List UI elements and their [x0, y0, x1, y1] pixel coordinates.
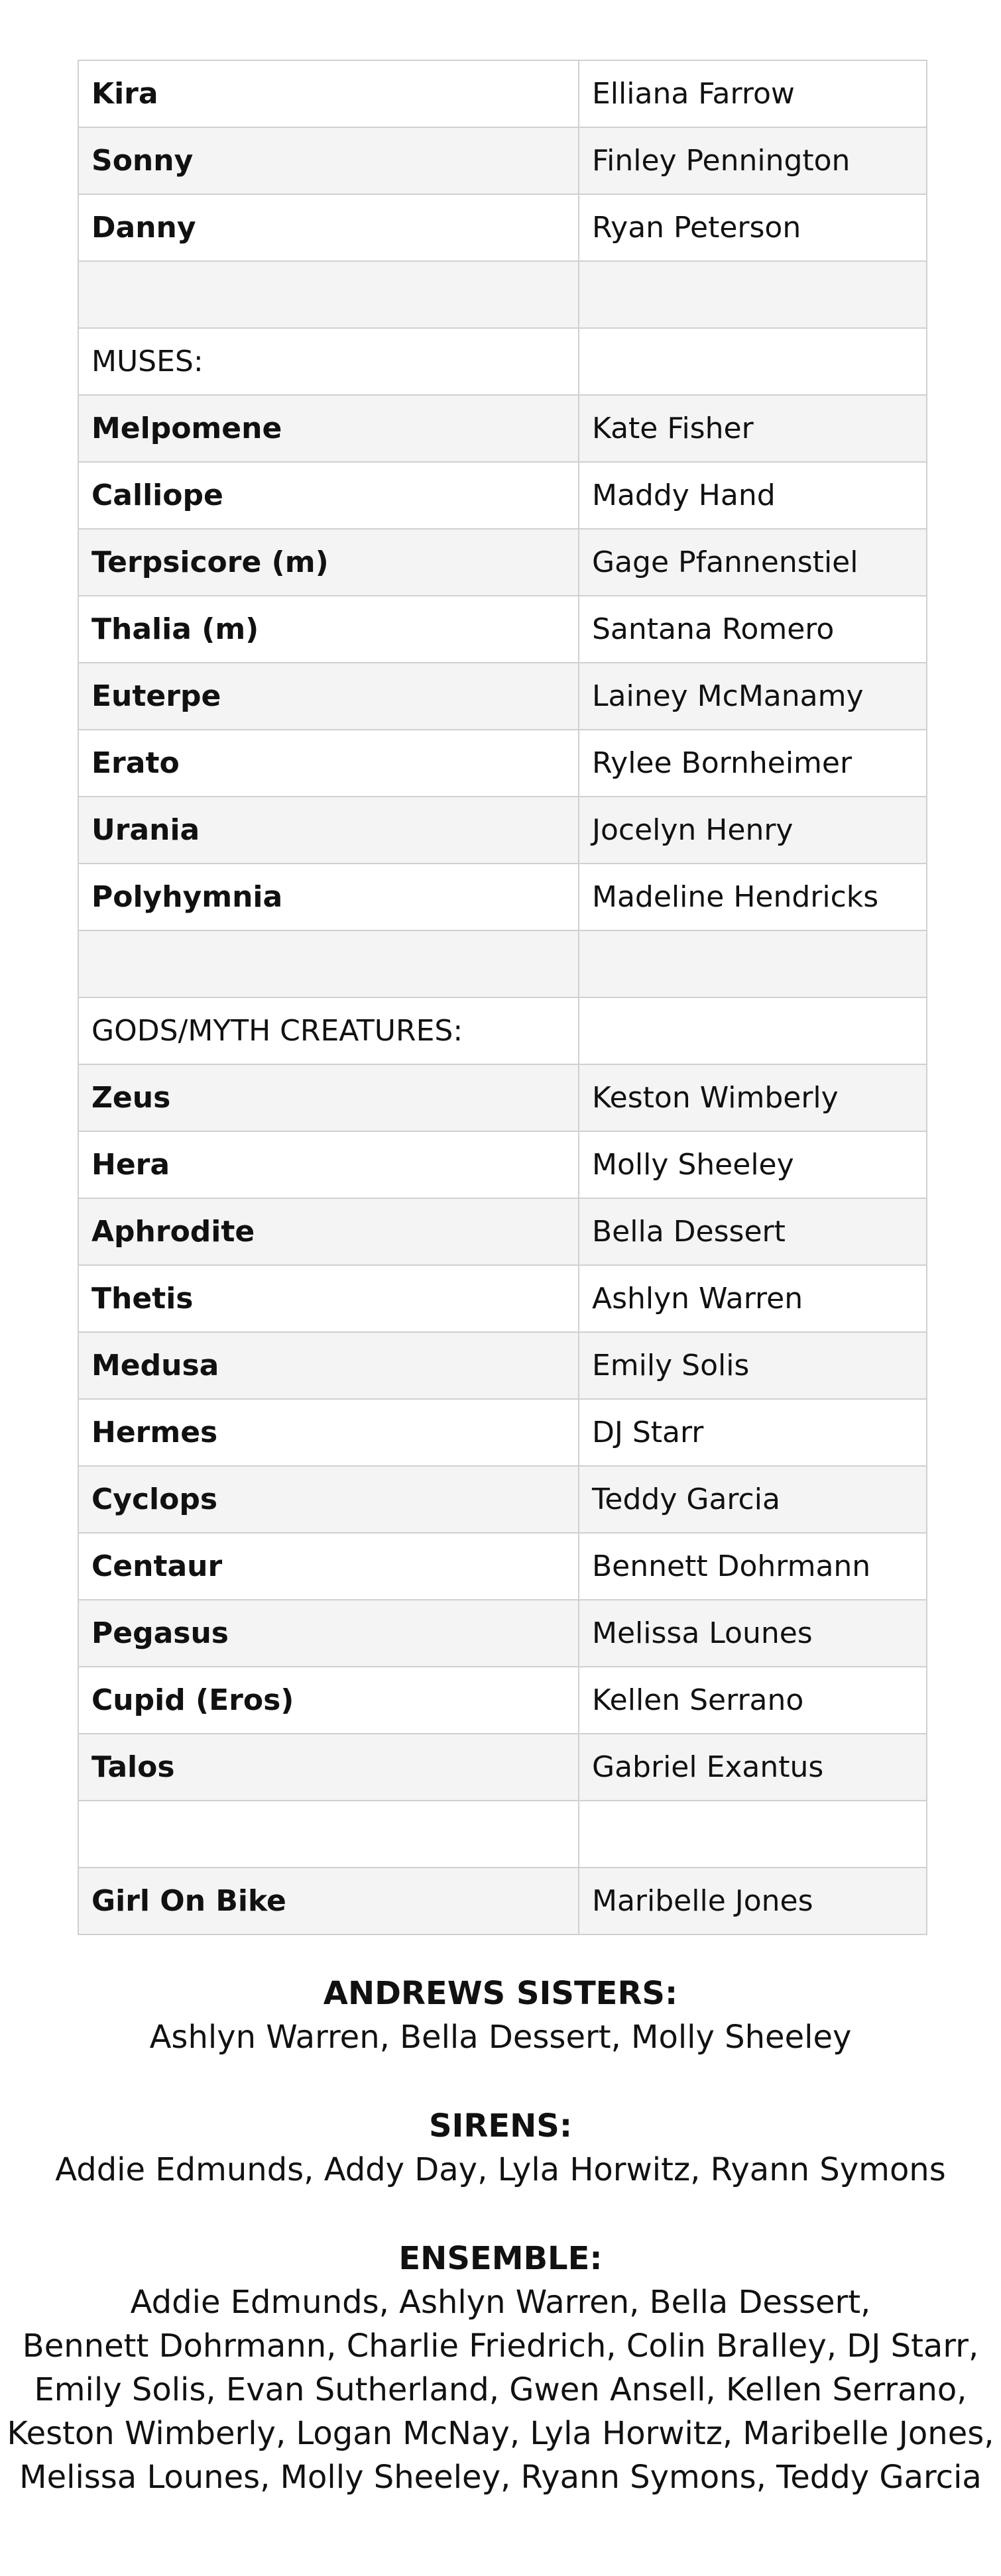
sirens-section	[0, 2104, 1001, 2192]
actor-name: Bella Dessert	[579, 1198, 927, 1265]
cast-row	[78, 1600, 927, 1667]
cast-row	[78, 1265, 927, 1332]
section-heading-row	[78, 328, 927, 395]
cast-row	[78, 596, 927, 663]
cast-row	[78, 797, 927, 864]
actor-name: Gage Pfannenstiel	[579, 529, 927, 596]
spacer-row	[78, 1801, 927, 1868]
sirens-title: SIRENS:	[428, 2107, 573, 2145]
cast-row	[78, 864, 927, 930]
role-name	[78, 1801, 579, 1868]
section-heading-row	[78, 997, 927, 1064]
cast-row	[78, 663, 927, 730]
actor-name: Ryan Peterson	[579, 194, 927, 261]
cast-row	[78, 1399, 927, 1466]
section-heading: GODS/MYTH CREATURES:	[78, 997, 579, 1064]
actor-name	[579, 1801, 927, 1868]
role-name: Thetis	[78, 1265, 579, 1332]
actor-name: Kellen Serrano	[579, 1667, 927, 1734]
actor-name: Finley Pennington	[579, 127, 927, 194]
role-name: Euterpe	[78, 663, 579, 730]
actor-name: Molly Sheeley	[579, 1131, 927, 1198]
andrews-sisters-title: ANDREWS SISTERS:	[323, 1975, 678, 2012]
cast-row	[78, 529, 927, 596]
cast-row	[78, 462, 927, 529]
cast-row	[78, 1332, 927, 1399]
actor-name: Rylee Bornheimer	[579, 730, 927, 797]
role-name: Hera	[78, 1131, 579, 1198]
role-name: Urania	[78, 797, 579, 864]
actor-name: DJ Starr	[579, 1399, 927, 1466]
role-name: Cupid (Eros)	[78, 1667, 579, 1734]
actor-name: Kate Fisher	[579, 395, 927, 462]
cast-list-body	[78, 60, 927, 1934]
andrews-sisters-members: Ashlyn Warren, Bella Dessert, Molly Sheeley	[149, 2019, 852, 2056]
andrews-sisters-section	[0, 1972, 1001, 2059]
role-name: Girl On Bike	[78, 1868, 579, 1934]
role-name: Medusa	[78, 1332, 579, 1399]
cast-row	[78, 1466, 927, 1533]
role-name: Hermes	[78, 1399, 579, 1466]
actor-name	[579, 261, 927, 328]
role-name: Aphrodite	[78, 1198, 579, 1265]
ensemble-line: Melissa Lounes, Molly Sheeley, Ryann Symons, Teddy Garcia	[19, 2459, 982, 2496]
actor-name: Jocelyn Henry	[579, 797, 927, 864]
role-name: Thalia (m)	[78, 596, 579, 663]
role-name: Calliope	[78, 462, 579, 529]
role-name: Terpsicore (m)	[78, 529, 579, 596]
actor-name: Melissa Lounes	[579, 1600, 927, 1667]
section-heading: MUSES:	[78, 328, 579, 395]
ensemble-line: Emily Solis, Evan Sutherland, Gwen Ansell, Kellen Serrano,	[34, 2371, 967, 2408]
cast-row	[78, 1131, 927, 1198]
actor-name: Teddy Garcia	[579, 1466, 927, 1533]
ensemble-line: Bennett Dohrmann, Charlie Friedrich, Colin Bralley, DJ Starr,	[22, 2327, 979, 2365]
cast-row	[78, 1198, 927, 1265]
ensemble-section	[0, 2237, 1001, 2499]
ensemble-line: Addie Edmunds, Ashlyn Warren, Bella Dessert,	[130, 2284, 871, 2321]
actor-name: Ashlyn Warren	[579, 1265, 927, 1332]
spacer-row	[78, 261, 927, 328]
role-name	[78, 930, 579, 997]
role-name: Cyclops	[78, 1466, 579, 1533]
role-name: Pegasus	[78, 1600, 579, 1667]
actor-name: Maribelle Jones	[579, 1868, 927, 1934]
actor-name: Elliana Farrow	[579, 60, 927, 127]
role-name: Polyhymnia	[78, 864, 579, 930]
sirens-members: Addie Edmunds, Addy Day, Lyla Horwitz, Ryann Symons	[55, 2151, 946, 2188]
role-name	[78, 261, 579, 328]
cast-row	[78, 127, 927, 194]
cast-row	[78, 1064, 927, 1131]
role-name: Danny	[78, 194, 579, 261]
ensemble-line: Keston Wimberly, Logan McNay, Lyla Horwitz, Maribelle Jones,	[7, 2415, 994, 2452]
spacer-row	[78, 930, 927, 997]
role-name: Sonny	[78, 127, 579, 194]
role-name: Kira	[78, 60, 579, 127]
role-name: Erato	[78, 730, 579, 797]
ensemble-title: ENSEMBLE:	[398, 2240, 603, 2277]
role-name: Melpomene	[78, 395, 579, 462]
role-name: Talos	[78, 1734, 579, 1801]
actor-name: Keston Wimberly	[579, 1064, 927, 1131]
actor-name: Madeline Hendricks	[579, 864, 927, 930]
cast-row	[78, 1734, 927, 1801]
actor-name: Santana Romero	[579, 596, 927, 663]
role-name: Zeus	[78, 1064, 579, 1131]
actor-name: Gabriel Exantus	[579, 1734, 927, 1801]
cast-row	[78, 730, 927, 797]
cast-row	[78, 194, 927, 261]
actor-name: Bennett Dohrmann	[579, 1533, 927, 1600]
actor-name: Maddy Hand	[579, 462, 927, 529]
cast-row	[78, 1533, 927, 1600]
actor-name: Lainey McManamy	[579, 663, 927, 730]
cast-row	[78, 395, 927, 462]
actor-name	[579, 328, 927, 395]
role-name: Centaur	[78, 1533, 579, 1600]
cast-list-table	[78, 60, 927, 1935]
cast-row	[78, 1667, 927, 1734]
actor-name	[579, 930, 927, 997]
cast-row	[78, 60, 927, 127]
actor-name	[579, 997, 927, 1064]
actor-name: Emily Solis	[579, 1332, 927, 1399]
cast-row	[78, 1868, 927, 1934]
